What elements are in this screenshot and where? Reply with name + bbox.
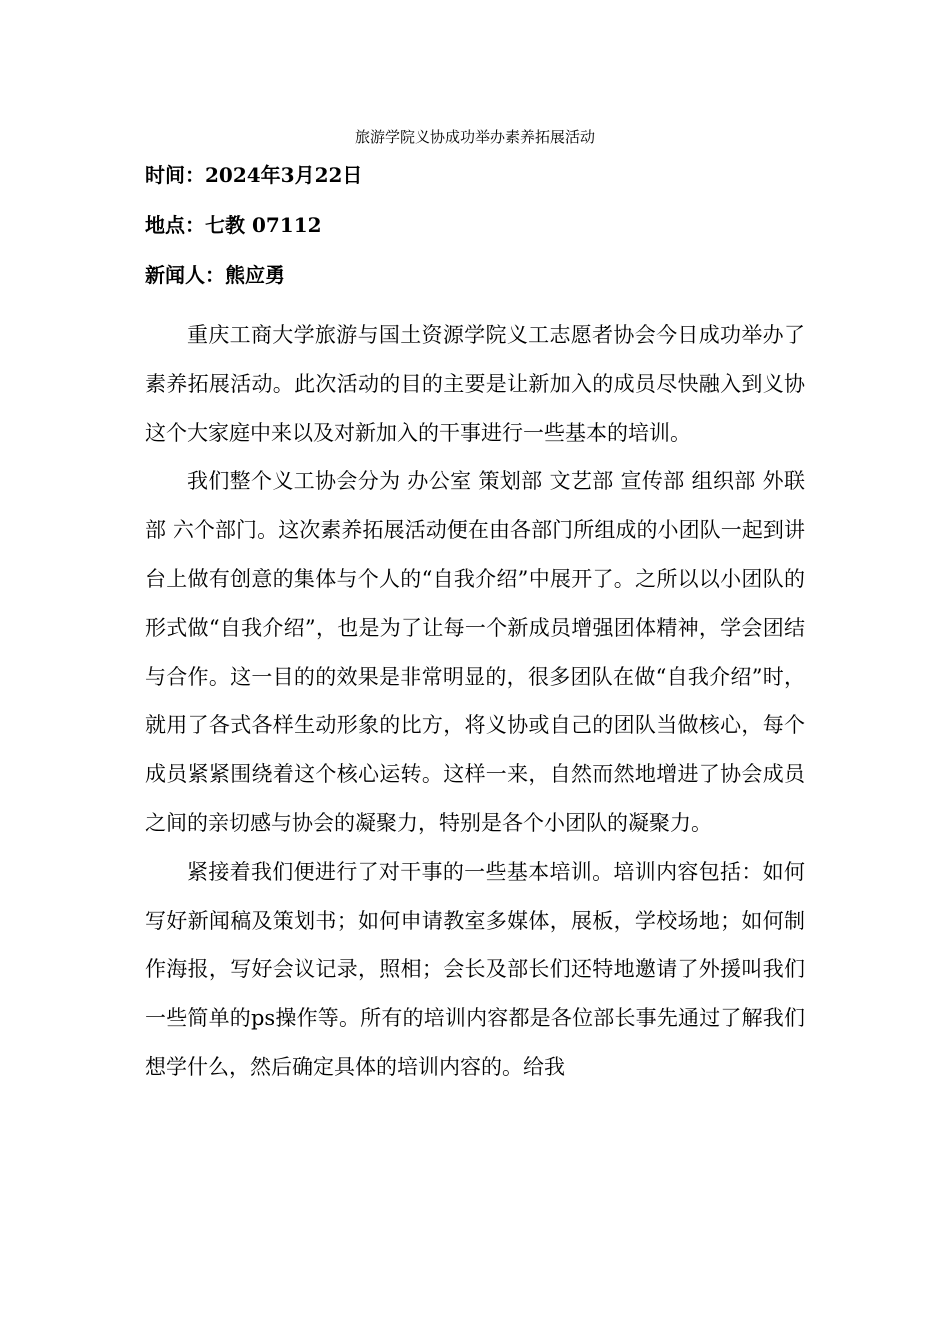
paragraph-intro: 重庆工商大学旅游与国土资源学院义工志愿者协会今日成功举办了素养拓展活动。此次活动的目的主要是让新加入的成员尽快融入到义协这个大家庭中来以及对新加入的干事进行一些基本的培训。 [145, 323, 805, 445]
paragraph-training: 紧接着我们便进行了对干事的一些基本培训。培训内容包括：如何写好新闻稿及策划书；如何申请教室多媒体，展板，学校场地；如何制作海报，写好会议记录，照相；会长及部长们还特地邀请了外援叫我们一些简单的ps操作等。所有的培训内容都是各位部长事先通过了解我们想学什么，然后确定具体的培训内容的。给我 [145, 859, 805, 1079]
meta-place: 地点：七教 07112 [145, 213, 322, 237]
article-body [145, 311, 805, 1092]
meta-reporter: 新闻人：熊应勇 [145, 263, 285, 287]
meta-time: 时间：2024年3月22日 [145, 163, 363, 187]
paragraph-departments: 我们整个义工协会分为 办公室 策划部 文艺部 宣传部 组织部 外联部 六个部门。这次素养拓展活动便在由各部门所组成的小团队一起到讲台上做有创意的集体与个人的“自我介绍”中展开了。之所以以小团队的形式做“自我介绍”，也是为了让每一个新成员增强团体精神，学会团结与合作。这一目的的效果是非常明显的，很多团队在做“自我介绍”时，就用了各式各样生动形象的比方，将义协或自己的团队当做核心，每个成员紧紧围绕着这个核心运转。这样一来，自然而然地增进了协会成员之间的亲切感与协会的凝聚力，特别是各个小团队的凝聚力。 [145, 469, 805, 835]
document-title: 旅游学院义协成功举办素养拓展活动 [354, 128, 595, 146]
